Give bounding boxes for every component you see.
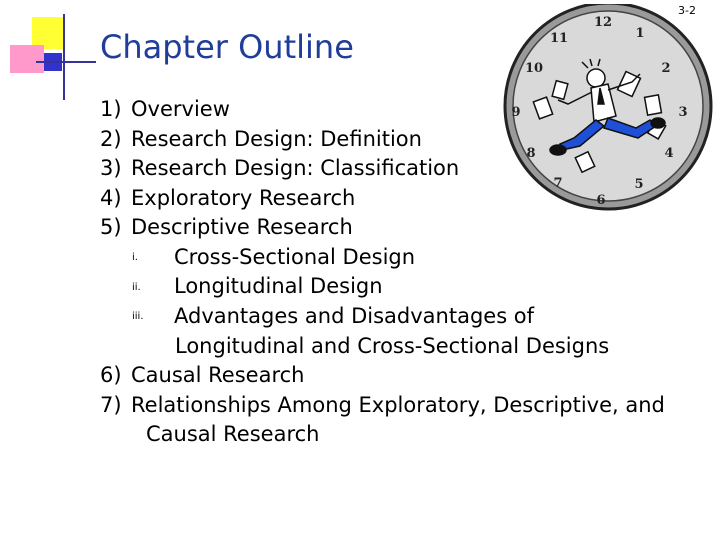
outline-subitem-number: iii. bbox=[132, 311, 144, 323]
outline-item-number: 1) bbox=[100, 97, 122, 121]
slide-number: 3-2 bbox=[678, 4, 696, 17]
outline-item-text: Causal Research bbox=[131, 363, 305, 388]
outline-item-3 bbox=[100, 154, 665, 184]
clock-numeral-3: 3 bbox=[678, 105, 688, 120]
clock-numeral-4: 4 bbox=[664, 146, 674, 161]
decorative-square-pink bbox=[10, 45, 44, 73]
outline-item-text: Research Design: Classification bbox=[131, 156, 460, 180]
outline-subitem-text: Cross-Sectional Design bbox=[174, 244, 416, 269]
outline-item-text: Overview bbox=[131, 97, 230, 121]
outline-item-text: Exploratory Research bbox=[131, 185, 356, 210]
outline-item-number: 2) bbox=[100, 126, 122, 151]
clock-numeral-2: 2 bbox=[661, 61, 671, 76]
outline-item-1 bbox=[100, 95, 665, 125]
outline-subitem-number: i. bbox=[132, 251, 138, 263]
clock-numeral-5: 5 bbox=[634, 177, 644, 192]
outline-item-text: Relationships Among Exploratory, Descriptive, and bbox=[131, 392, 665, 417]
outline-subitem-text: Advantages and Disadvantages of bbox=[174, 304, 535, 328]
clock-numeral-7: 7 bbox=[553, 176, 563, 191]
outline-subitem-ii bbox=[100, 272, 665, 302]
outline-item-7-continuation: Causal Research bbox=[146, 422, 320, 447]
outline-subitem-iii-continuation: Longitudinal and Cross-Sectional Designs bbox=[175, 333, 610, 358]
clock-numeral-8: 8 bbox=[526, 146, 536, 161]
clock-numeral-6: 6 bbox=[596, 193, 606, 208]
clock-numeral-1: 1 bbox=[635, 26, 645, 41]
outline-item-number: 5) bbox=[100, 215, 122, 239]
outline-subitem-text: Longitudinal Design bbox=[174, 274, 383, 299]
decorative-line-vertical bbox=[63, 14, 65, 100]
outline-subitem-iii bbox=[100, 302, 665, 332]
outline-item-2 bbox=[100, 125, 665, 155]
outline-subitem-number: ii. bbox=[132, 281, 141, 293]
outline-item-6 bbox=[100, 361, 665, 391]
outline-item-number: 6) bbox=[100, 363, 122, 388]
chapter-outline bbox=[100, 95, 665, 450]
outline-item-number: 7) bbox=[100, 392, 122, 417]
outline-item-5 bbox=[100, 213, 665, 243]
outline-subitem-i bbox=[100, 243, 665, 273]
outline-item-number: 3) bbox=[100, 156, 122, 180]
clock-numeral-9: 9 bbox=[511, 105, 521, 120]
decorative-line-horizontal bbox=[36, 61, 96, 63]
outline-item-number: 4) bbox=[100, 185, 122, 210]
clock-numeral-10: 10 bbox=[524, 61, 544, 76]
outline-item-7 bbox=[100, 391, 665, 421]
outline-item-4 bbox=[100, 184, 665, 214]
clock-numeral-12: 12 bbox=[593, 15, 613, 30]
outline-item-text: Research Design: Definition bbox=[131, 126, 422, 151]
page-title: Chapter Outline bbox=[100, 28, 354, 66]
outline-item-text: Descriptive Research bbox=[131, 215, 353, 239]
clock-numeral-11: 11 bbox=[549, 31, 569, 46]
